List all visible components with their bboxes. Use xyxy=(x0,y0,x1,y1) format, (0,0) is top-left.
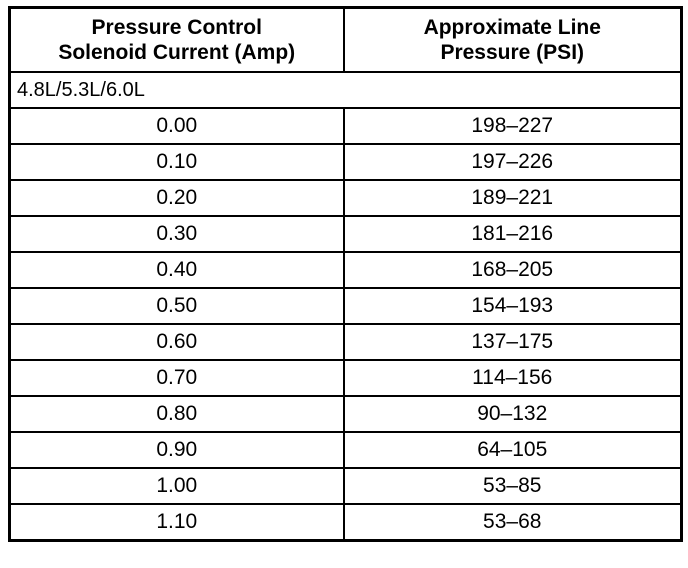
pressure-cell: 114–156 xyxy=(344,360,682,396)
pressure-cell: 64–105 xyxy=(344,432,682,468)
header-solenoid-current xyxy=(10,8,344,73)
current-cell: 0.40 xyxy=(10,252,344,288)
pressure-table-container xyxy=(8,6,680,542)
current-cell: 1.10 xyxy=(10,504,344,541)
table-row xyxy=(10,288,682,324)
table-row xyxy=(10,468,682,504)
table-header xyxy=(10,8,682,73)
header-line-pressure xyxy=(344,8,682,73)
table-row xyxy=(10,180,682,216)
current-cell: 0.20 xyxy=(10,180,344,216)
current-cell: 1.00 xyxy=(10,468,344,504)
header-line-pressure-line1: Approximate Line xyxy=(423,16,601,39)
current-cell: 0.30 xyxy=(10,216,344,252)
pressure-cell: 90–132 xyxy=(344,396,682,432)
table-row xyxy=(10,432,682,468)
table-body xyxy=(10,72,682,541)
current-cell: 0.70 xyxy=(10,360,344,396)
table-row xyxy=(10,396,682,432)
header-solenoid-current-line1: Pressure Control xyxy=(91,16,262,39)
pressure-cell: 181–216 xyxy=(344,216,682,252)
pressure-table xyxy=(8,6,683,542)
table-row xyxy=(10,108,682,144)
table-row xyxy=(10,504,682,541)
table-row xyxy=(10,144,682,180)
current-cell: 0.80 xyxy=(10,396,344,432)
header-solenoid-current-line2: Solenoid Current (Amp) xyxy=(58,41,296,64)
table-row xyxy=(10,360,682,396)
pressure-cell: 168–205 xyxy=(344,252,682,288)
header-line-pressure-line2: Pressure (PSI) xyxy=(440,41,585,64)
current-cell: 0.90 xyxy=(10,432,344,468)
current-cell: 0.00 xyxy=(10,108,344,144)
current-cell: 0.60 xyxy=(10,324,344,360)
pressure-cell: 198–227 xyxy=(344,108,682,144)
current-cell: 0.50 xyxy=(10,288,344,324)
table-row xyxy=(10,252,682,288)
pressure-cell: 197–226 xyxy=(344,144,682,180)
table-row xyxy=(10,324,682,360)
pressure-cell: 53–68 xyxy=(344,504,682,541)
pressure-cell: 53–85 xyxy=(344,468,682,504)
table-row xyxy=(10,216,682,252)
current-cell: 0.10 xyxy=(10,144,344,180)
pressure-cell: 154–193 xyxy=(344,288,682,324)
header-row xyxy=(10,8,682,73)
pressure-cell: 189–221 xyxy=(344,180,682,216)
engine-group-label: 4.8L/5.3L/6.0L xyxy=(10,72,682,108)
pressure-cell: 137–175 xyxy=(344,324,682,360)
group-row xyxy=(10,72,682,108)
